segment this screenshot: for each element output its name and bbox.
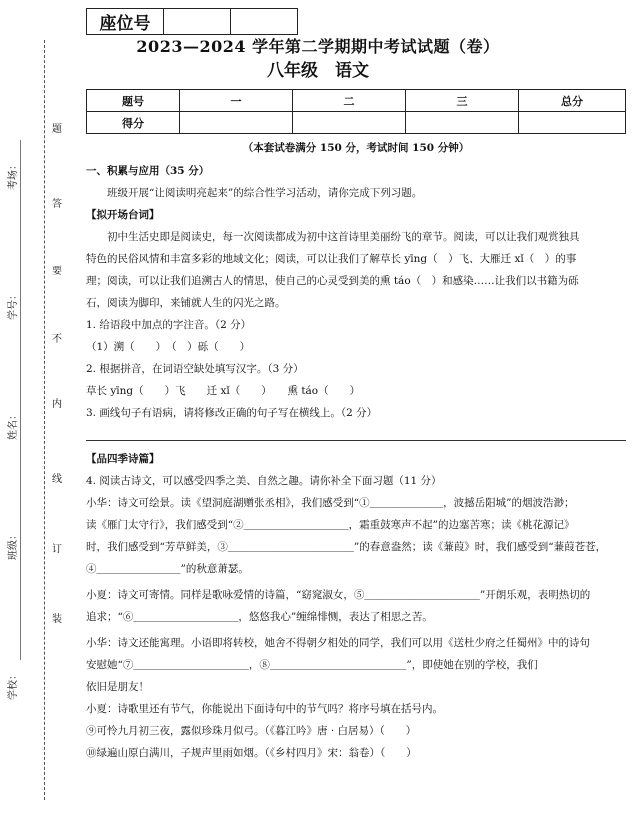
subsection-heading: 【品四季诗篇】	[86, 453, 160, 465]
text-line: 石，阅读为脚印，来铺就人生的闪光之路。	[86, 297, 286, 309]
score-row	[87, 112, 626, 134]
score-cell[interactable]	[406, 112, 519, 134]
text-line: 班级开展“让阅读明亮起来”的综合性学习活动，请你完成下列习题。	[86, 187, 423, 199]
binding-margin	[0, 0, 80, 813]
seal-char: 线	[52, 474, 62, 485]
cut-line	[44, 40, 45, 800]
score-header: 题号	[87, 90, 180, 112]
score-header: 一	[180, 90, 293, 112]
seat-label: 座位号	[87, 9, 164, 34]
score-header: 总分	[519, 90, 626, 112]
text-line: 安慰她“⑦＿＿＿＿＿＿＿＿＿＿＿，⑧＿＿＿＿＿＿＿＿＿＿＿＿＿”，即使她在别的学校，我们	[86, 659, 538, 671]
answer-rule[interactable]	[86, 440, 626, 441]
info-line	[20, 140, 21, 660]
score-header-row	[87, 90, 626, 112]
question: 1. 给语段中加点的字注音。（2 分）	[86, 319, 252, 331]
seat-number-box	[86, 8, 298, 35]
text-line: 追求；“⑥＿＿＿＿＿＿＿＿＿＿，悠悠我心”缠绵悱恻，表达了相思之苦。	[86, 611, 433, 623]
seal-char: 不	[52, 334, 62, 345]
field-kaochang: 考场：	[8, 160, 19, 190]
seal-char: 题	[52, 124, 62, 135]
seal-char: 内	[52, 399, 62, 410]
seat-cell[interactable]	[164, 9, 231, 34]
subsection-heading: 【拟开场台词】	[86, 209, 160, 221]
question: 3. 画线句子有语病，请将修改正确的句子写在横线上。（2 分）	[86, 407, 378, 419]
field-xuexiao: 学校：	[8, 670, 19, 700]
score-table	[86, 89, 626, 134]
text-line: 理；阅读，可以让我们追溯古人的情思，使自己的心灵受到美的熏 táo（ ）和感染……让我们以书籍为砾	[86, 275, 579, 287]
text-line: ④＿＿＿＿＿＿＿＿”的秋意萧瑟。	[86, 563, 249, 575]
seal-char: 要	[52, 266, 62, 277]
exam-subtitle: 八年级 语文	[267, 61, 369, 81]
score-cell[interactable]	[519, 112, 626, 134]
answer-line[interactable]: （1）溯（ ） （ ）砾（ ）	[86, 341, 251, 353]
question: 2. 根据拼音，在词语空缺处填写汉字。（3 分）	[86, 363, 304, 375]
exam-title: 2023—2024 学年第二学期期中考试试题（卷）	[136, 37, 500, 56]
text-line: ⑩绿遍山原白满川，子规声里雨如烟。（《乡村四月》宋：翁卷）（ ）	[86, 747, 417, 759]
score-header: 二	[293, 90, 406, 112]
score-cell[interactable]	[293, 112, 406, 134]
exam-note: （本套试卷满分 150 分，考试时间 150 分钟）	[242, 142, 470, 154]
seat-cell[interactable]	[231, 9, 297, 34]
text-line: 小夏：诗歌里还有节气，你能说出下面诗句中的节气吗？将序号填在括号内。	[86, 703, 443, 715]
field-banji: 班级：	[8, 530, 19, 560]
question: 4. 阅读古诗文，可以感受四季之美、自然之趣。请你补全下面习题（11 分）	[86, 475, 442, 487]
text-line: 小夏：诗文可寄情。同样是歌咏爱情的诗篇，“窈窕淑女，⑤＿＿＿＿＿＿＿＿＿＿＿”开朗乐观，表明热切的	[86, 589, 591, 601]
text-line: 依旧是朋友！	[86, 681, 149, 693]
text-line: ⑨可怜九月初三夜，露似珍珠月似弓。（《暮江吟》唐 · 白居易）（ ）	[86, 725, 417, 737]
answer-line[interactable]: 草长 yīng（ ）飞 迁 xǐ（ ） 熏 táo（ ）	[86, 385, 361, 397]
field-xingming: 姓名：	[8, 410, 19, 440]
score-row-label: 得分	[87, 112, 180, 134]
text-line: 小华：诗文还能寓理。小语即将转校，她舍不得朝夕相处的同学，我们可以用《送杜少府之任蜀州》中的诗句	[86, 637, 590, 649]
text-line: 特色的民俗风情和丰富多彩的地域文化；阅读，可以让我们了解草长 yīng（ ）飞、大雁迁 xǐ（ ）的事	[86, 253, 577, 265]
section-heading: 一、积累与应用（35 分）	[86, 165, 210, 177]
text-line: 初中生活史即是阅读史，每一次阅读都成为初中这首诗里美丽纷飞的章节。阅读，可以让我们观赏独具	[86, 231, 580, 243]
seal-char: 装	[52, 614, 62, 625]
field-xuehao: 学号：	[8, 290, 19, 320]
text-line: 读《雁门太守行》，我们感受到“②＿＿＿＿＿＿＿＿＿＿，霜重鼓寒声不起”的边塞苦寒；读《桃花源记》	[86, 519, 575, 531]
text-line: 小华：诗文可绘景。读《望洞庭湖赠张丞相》，我们感受到“①＿＿＿＿＿＿＿，波撼岳阳城”的烟波浩渺；	[86, 497, 575, 509]
seal-char: 答	[52, 199, 62, 210]
score-cell[interactable]	[180, 112, 293, 134]
seal-char: 订	[52, 544, 62, 555]
text-line: 时，我们感受到“芳草鲜美，③＿＿＿＿＿＿＿＿＿＿＿＿”的春意盎然；读《蒹葭》时，我们感受到“蒹葭苍苍，	[86, 541, 607, 553]
score-header: 三	[406, 90, 519, 112]
